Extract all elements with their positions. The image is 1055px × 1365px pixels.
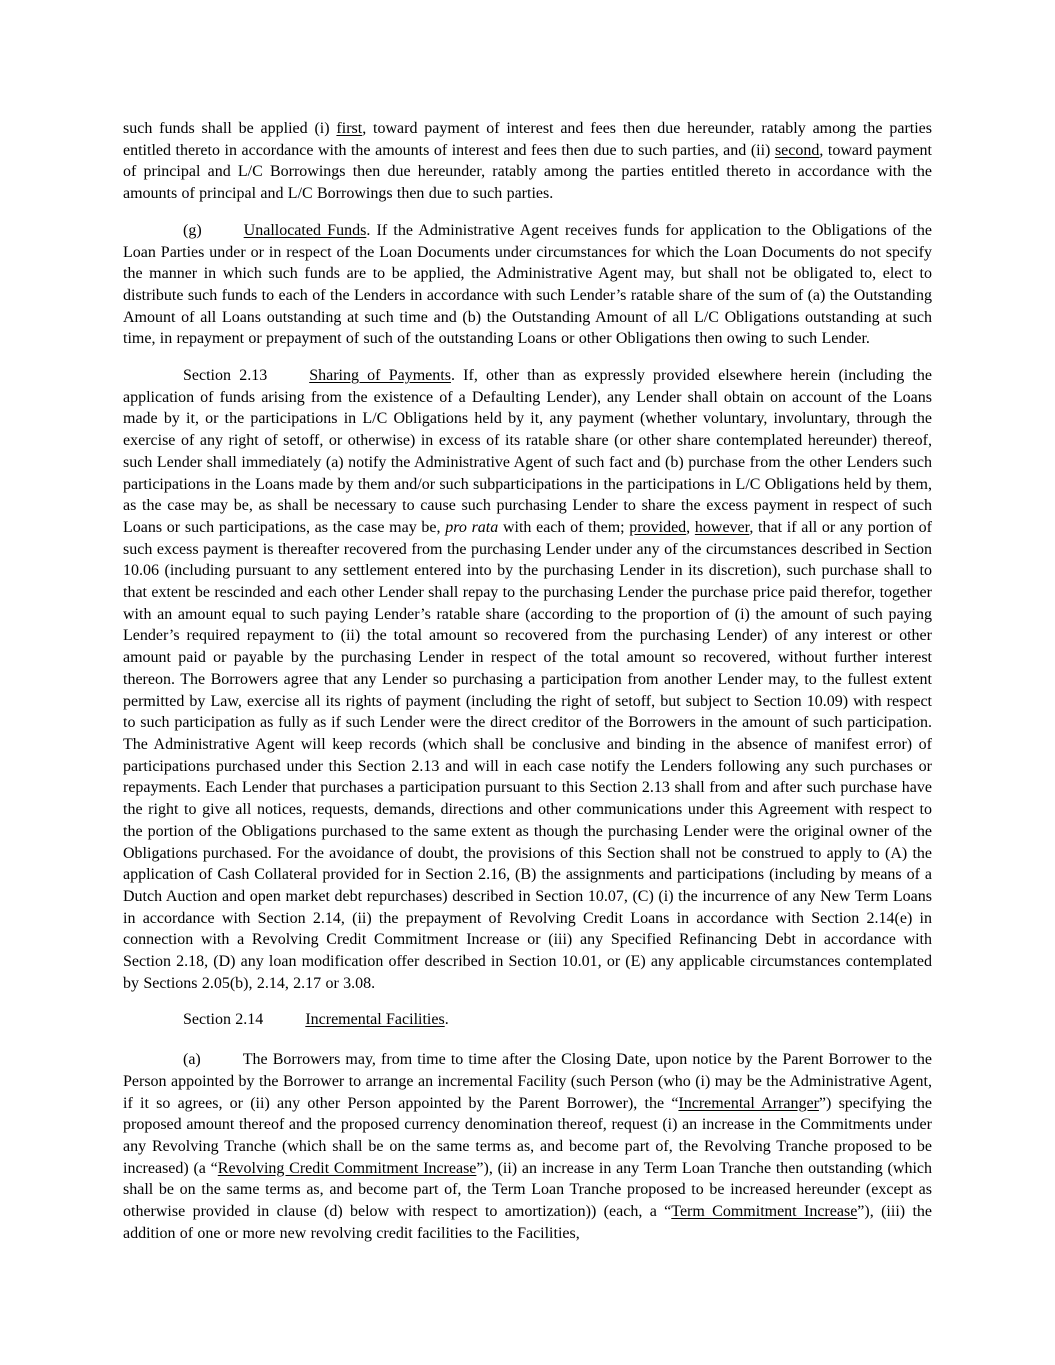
- underlined-term: Incremental Arranger: [678, 1094, 819, 1112]
- text-run: Section 2.14: [183, 1011, 264, 1029]
- underlined-term: first: [336, 120, 363, 137]
- text-run: , toward payment of principal and L/C Borrowings then due hereunder, ratably among the parties entitled thereto in accordance with the amounts of principal and L/C Borrowings then due to such parties.: [123, 141, 933, 203]
- section-2-13-sharing-of-payments-paragraph: [123, 365, 932, 994]
- text-run: . If, other than as expressly provided elsewhere herein (including the application of funds arising from the existence of a Defaulting Lender), any Lender shall obtain on account of the Loans made by it, or the participations in L/C Obligations held by it, any payment (whether voluntary, involuntary, through the exercise of any right of setoff, or otherwise) in excess of its ratable share (or other share contemplated hereunder) thereof, such Lender shall immediately (a) notify the Administrative Agent of such fact and (b) purchase from the other Lenders such participations in the Loans made by them and/or such subparticipations in the participations in L/C Obligations held by them, as the case may be, as shall be necessary to cause such purchasing Lender to share the excess payment in respect of such Loans or such participations, as the case may be,: [123, 367, 932, 536]
- document-body: [123, 118, 932, 1244]
- text-run: The Borrowers may, from time to time after the Closing Date, upon notice by the Parent Borrower to the Person appointed by the Borrower to arrange an incremental Facility (such Person (who (i) may be the Administrative Agent, if it so agrees, or (ii) any other Person appointed by the Parent Borrower), the “: [123, 1051, 932, 1112]
- text-run: (g): [183, 221, 202, 239]
- clause-g-unallocated-funds-paragraph: [123, 220, 932, 350]
- text-run: , that if all or any portion of such excess payment is thereafter recovered from the purchasing Lender under any of the circumstances described in Section 10.06 (including pursuant to any settlement entered into by the purchasing Lender in its discretion), such purchase shall to that extent be rescinded and each other Lender shall repay to the purchasing Lender the purchase price paid therefor, together with an amount equal to such paying Lender’s ratable share (according to the proportion of (i) the amount of such paying Lender’s required repayment to (ii) the total amount so recovered from the purchasing Lender) of any interest or other amount paid or payable by the purchasing Lender in respect of the total amount so recovered, without further interest thereon. The Borrowers agree that any Lender so purchasing a participation from another Lender may, to the fullest extent permitted by Law, exercise all its rights of payment (including the right of setoff, but subject to Section 10.09) with respect to such participation as fully as if such Lender were the direct creditor of the Borrowers in the amount of such participation. The Administrative Agent will keep records (which shall be conclusive and binding in the absence of manifest error) of participations purchased under this Section 2.13 and will in each case notify the Lenders following any such purchases or repayments. Each Lender that purchases a participation pursuant to this Section 2.13 shall from and after such purchase have the right to give all notices, requests, demands, directions and other communications under this Agreement with respect to the portion of the Obligations purchased to the same extent as though the purchasing Lender were the original owner of the Obligations purchased. For the avoidance of doubt, the provisions of this Section shall not be construed to apply to (A) the application of Cash Collateral provided for in Section 2.16, (B) the assignments and participations (including by means of a Dutch Auction and open market debt repurchases) described in Section 10.07, (C) (i) the incurrence of any New Term Loans in accordance with Section 2.14, (ii) the prepayment of Revolving Credit Loans in accordance with Section 2.14(e) in connection with a Revolving Credit Commitment Increase or (iii) any Specified Refinancing Debt in accordance with Section 2.18, (D) any loan modification offer described in Section 10.01, or (E) any applicable circumstances contemplated by Sections 2.05(b), 2.14, 2.17 or 3.08.: [123, 518, 933, 992]
- underlined-term: provided: [629, 518, 687, 536]
- text-run: ”) specifying the proposed amount thereof and the proposed currency denomination thereof, request (i) an increase in the Commitments under any Revolving Tranche (which shall be on the same terms as, and become part of, the Revolving Tranche proposed to be increased) (a “: [123, 1094, 933, 1177]
- text-run: Section 2.13: [183, 367, 268, 385]
- underlined-term: however: [694, 518, 750, 536]
- text-run: . If the Administrative Agent receives funds for application to the Obligations of the Loan Parties under or in respect of the Loan Documents under circumstances for which the Loan Documents do not specify the manner in which such funds are to be applied, the Administrative Agent may, but shall not be obligated to, elect to distribute such funds to each of the Lenders in accordance with such Lender’s ratable share of the sum of (a) the Outstanding Amount of all Loans outstanding at such time and (b) the Outstanding Amount of all L/C Obligations outstanding at such time, in repayment or prepayment of such of the outstanding Loans or other Obligations then owing to such Lender.: [123, 221, 932, 348]
- underlined-term: Incremental Facilities: [305, 1011, 445, 1029]
- underlined-term: Unallocated Funds: [243, 221, 367, 239]
- text-run: ,: [686, 518, 695, 536]
- clause-a-incremental-paragraph: [123, 1049, 932, 1244]
- text-run: such funds shall be applied (i): [123, 120, 337, 137]
- text-run: (a): [183, 1051, 201, 1069]
- underlined-term: Sharing of Payments: [309, 367, 451, 385]
- text-run: , toward payment of interest and fees then due hereunder, ratably among the parties entitled thereto in accordance with the amounts of interest and fees then due to such parties, and (ii): [123, 120, 932, 159]
- section-2-14-heading: [123, 1009, 932, 1031]
- underlined-term: Revolving Credit Commitment Increase: [217, 1159, 477, 1177]
- italic-text: pro rata: [445, 518, 499, 536]
- underlined-term: Term Commitment Increase: [671, 1203, 858, 1221]
- underlined-term: second: [774, 141, 820, 159]
- text-run: .: [444, 1011, 449, 1029]
- text-run: ”), (ii) an increase in any Term Loan Tranche then outstanding (which shall be on the same terms as, and become part of, the Term Loan Tranche proposed to be increased hereunder (except as otherwise provided in clause (d) below with respect to amortization)) (each, a “: [123, 1159, 932, 1221]
- continuation-paragraph: [123, 118, 932, 205]
- text-run: with each of them;: [498, 518, 630, 536]
- text-run: ”), (iii) the addition of one or more new revolving credit facilities to the Facilities,: [123, 1203, 933, 1242]
